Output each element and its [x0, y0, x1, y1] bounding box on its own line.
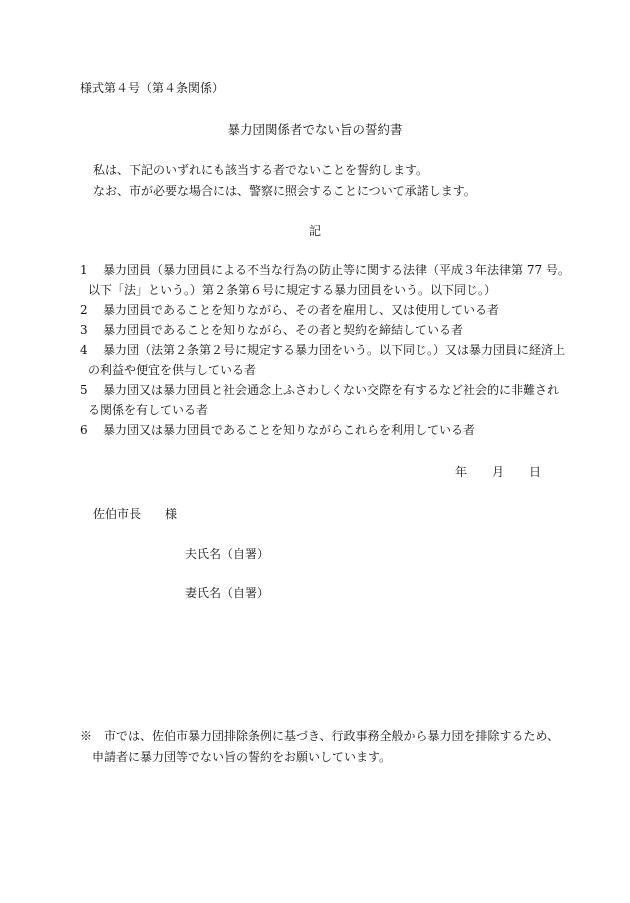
- recipient: 佐伯市長 様: [93, 507, 178, 521]
- intro-line-2: なお、市が必要な場合には、警察に照会することについて承諾します。: [93, 184, 476, 198]
- date-year: 年: [455, 465, 468, 479]
- wife-signature-label: 妻氏名（自署）: [185, 586, 270, 600]
- item-number: 4: [80, 343, 88, 357]
- document-title: 暴力団関係者でない旨の誓約書: [227, 122, 403, 137]
- ki-heading: 記: [308, 224, 321, 238]
- husband-signature-label: 夫氏名（自署）: [185, 547, 270, 561]
- item-text: 暴力団員であることを知りながら、その者を雇用し、又は使用している者: [103, 303, 500, 317]
- item-number: 3: [80, 323, 88, 337]
- item-text: 暴力団又は暴力団員と社会通念上ふさわしくない交際を有するなど社会的に非難され: [103, 383, 560, 397]
- item-text: 暴力団員（暴力団員による不当な行為の防止等に関する法律（平成３年法律第 77 号。: [103, 263, 570, 277]
- item-number: 1: [80, 263, 88, 277]
- item-text: 暴力団又は暴力団員であることを知りながらこれらを利用している者: [103, 423, 476, 437]
- date-line: [455, 466, 541, 478]
- item-number: 2: [80, 303, 88, 317]
- item-text-continued: の利益や便宜を供与している者: [88, 363, 257, 377]
- date-month: 月: [492, 465, 505, 479]
- note-line-2: 申請者に暴力団等でない旨の誓約をお願いしています。: [92, 750, 392, 764]
- date-day: 日: [529, 465, 542, 479]
- form-number: 様式第４号（第４条関係）: [80, 81, 225, 95]
- item-text-continued: 以下「法」という。）第２条第６号に規定する暴力団員をいう。以下同じ。）: [88, 283, 497, 297]
- intro-line-1: 私は、下記のいずれにも該当する者でないことを誓約します。: [93, 163, 429, 177]
- item-text: 暴力団（法第２条第２号に規定する暴力団をいう。以下同じ。）又は暴力団員に経済上: [103, 343, 566, 357]
- item-text: 暴力団員であることを知りながら、その者と契約を締結している者: [103, 323, 464, 337]
- item-text-continued: る関係を有している者: [88, 403, 209, 417]
- item-number: 6: [80, 423, 88, 437]
- item-number: 5: [80, 383, 88, 397]
- note-line-1: ※ 市では、佐伯市暴力団排除条例に基づき、行政事務全般から暴力団を排除するため、: [80, 729, 560, 743]
